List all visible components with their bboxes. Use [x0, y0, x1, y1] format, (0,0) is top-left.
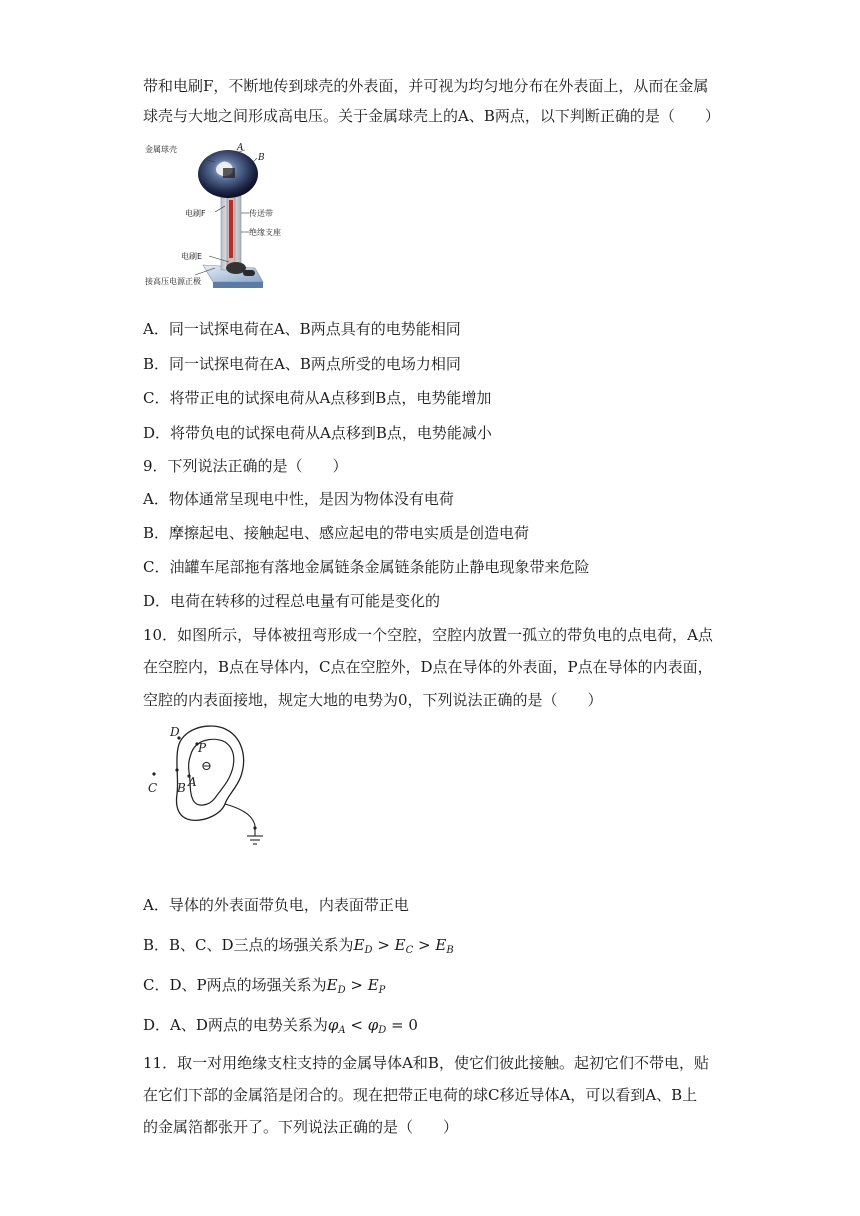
- q11-stem-line-2: 在它们下部的金属箔是闭合的。现在把带正电荷的球C移近导体A，可以看到A、B上: [143, 1086, 698, 1104]
- label-a: A: [237, 143, 244, 153]
- q10-option-d: D．A、D两点的电势关系为$\varphi_A < \varphi_D = 0$: [143, 1016, 418, 1036]
- q11-stem-line-3: 的金属箔都张开了。下列说法正确的是（ ）: [143, 1118, 459, 1136]
- q8-option-d: D．将带负电的试探电荷从A点移到B点，电势能减小: [143, 424, 492, 442]
- label-a: A: [188, 775, 197, 789]
- q9-option-c: C．油罐车尾部拖有落地金属链条金属链条能防止静电现象带来危险: [143, 558, 590, 576]
- q11-stem-line-1: 11．取一对用绝缘支柱支持的金属导体A和B，使它们彼此接触。起初它们不带电，贴: [143, 1054, 709, 1072]
- cavity-conductor-figure: [143, 718, 273, 853]
- label-shell: 金属球壳: [145, 145, 177, 154]
- q10-stem-line-1: 10．如图所示，导体被扭弯形成一个空腔，空腔内放置一孤立的带负电的点电荷，A点: [143, 626, 713, 644]
- intro-line-2: 球壳与大地之间形成高电压。关于金属球壳上的A、B两点，以下判断正确的是（ ）: [143, 107, 720, 125]
- label-c: C: [148, 781, 158, 795]
- label-d: D: [170, 725, 180, 739]
- label-b: B: [177, 781, 186, 795]
- label-belt: 传送带: [249, 209, 273, 218]
- q10-stem-line-3: 空腔的内表面接地，规定大地的电势为0，下列说法正确的是（ ）: [143, 691, 603, 709]
- q9-option-d: D．电荷在转移的过程总电量有可能是变化的: [143, 592, 441, 610]
- q9-option-a: A．物体通常呈现电中性，是因为物体没有电荷: [143, 490, 454, 508]
- q10-option-a: A．导体的外表面带负电，内表面带正电: [143, 896, 409, 914]
- formula-b: $E_D > E_C > E_B$: [353, 936, 454, 956]
- label-brush-e: 电刷E: [181, 252, 203, 261]
- q8-option-a: A．同一试探电荷在A、B两点具有的电势能相同: [143, 320, 461, 338]
- q8-option-b: B．同一试探电荷在A、B两点所受的电场力相同: [143, 355, 461, 373]
- label-b: B: [258, 153, 265, 163]
- label-source: 接高压电源正极: [145, 277, 201, 286]
- q10-option-b: B．B、C、D三点的场强关系为$E_D > E_C > E_B$: [143, 936, 454, 956]
- q10-option-c: C．D、P两点的场强关系为$E_D > E_P$: [143, 976, 386, 996]
- negative-charge: ⊖: [201, 759, 212, 774]
- intro-line-1: 带和电刷F，不断地传到球壳的外表面，并可视为均匀地分布在外表面上，从而在金属: [143, 77, 709, 95]
- q10-stem-line-2: 在空腔内，B点在导体内，C点在空腔外，D点在导体的外表面，P点在导体的内表面，: [143, 658, 713, 676]
- formula-d: $\varphi_A < \varphi_D$: [327, 1016, 387, 1036]
- q9-stem: 9．下列说法正确的是（ ）: [143, 457, 348, 475]
- q9-option-b: B．摩擦起电、接触起电、感应起电的带电实质是创造电荷: [143, 524, 530, 542]
- q8-option-c: C．将带正电的试探电荷从A点移到B点，电势能增加: [143, 389, 492, 407]
- formula-c: $E_D > E_P$: [326, 976, 386, 996]
- label-stand: 绝缘支座: [249, 228, 281, 237]
- van-de-graaff-figure: [145, 140, 281, 295]
- label-p: P: [198, 741, 207, 755]
- label-brush-f: 电刷F: [185, 209, 206, 218]
